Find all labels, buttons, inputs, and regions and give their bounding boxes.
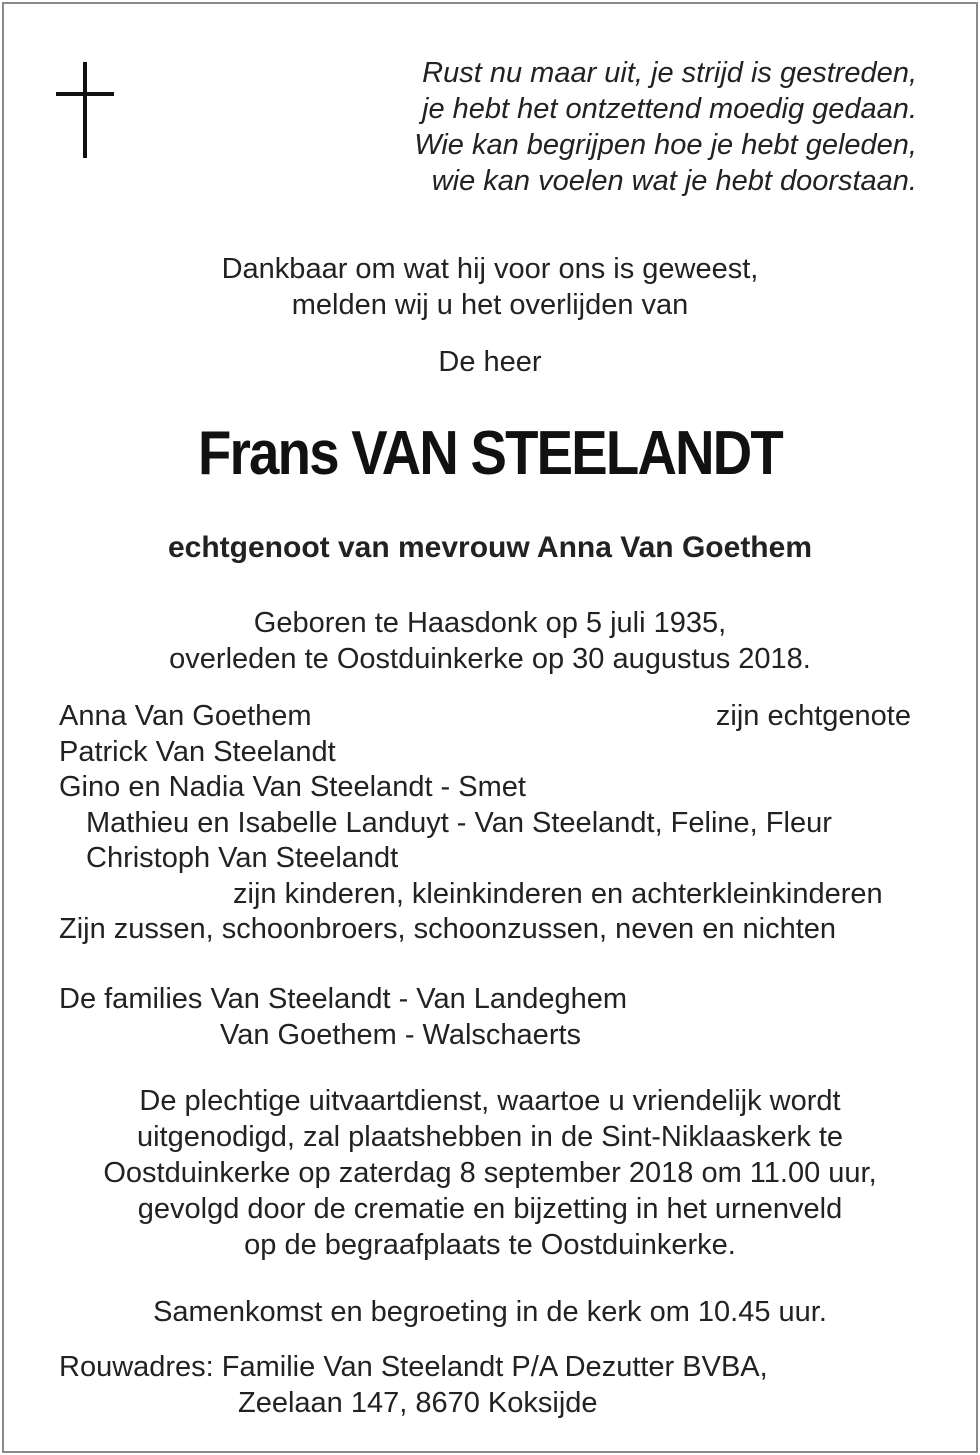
birth-death-dates [0, 605, 980, 677]
funeral-service-text [0, 1083, 980, 1263]
intro-line: Dankbaar om wat hij voor ons is geweest, [221, 253, 759, 285]
children-caption: zijn kinderen, kleinkinderen en achterkleinkinderen [233, 877, 883, 910]
spouse-relation: zijn echtgenote [715, 700, 911, 732]
death-line: overleden te Oostduinkerke op 30 augustus 2018. [169, 643, 811, 675]
birth-line: Geboren te Haasdonk op 5 juli 1935, [253, 607, 727, 639]
service-line: op de begraafplaats te Oostduinkerke. [244, 1229, 736, 1261]
family-row-child: Patrick Van Steelandt [59, 735, 336, 768]
family-list [59, 699, 929, 948]
deceased-name: Frans VAN STEELANDT [198, 419, 782, 488]
cross-vertical-bar [83, 62, 87, 158]
cross-icon [56, 62, 116, 158]
address-line: Rouwadres: Familie Van Steelandt P/A Dezutter BVBA, [59, 1351, 768, 1383]
intro-line: melden wij u het overlijden van [291, 289, 689, 321]
families-line: De families Van Steelandt - Van Landeghem [59, 983, 627, 1015]
families-line: Van Goethem - Walschaerts [220, 1019, 582, 1051]
family-row-child: Gino en Nadia Van Steelandt - Smet [59, 771, 526, 803]
poem-line: wie kan voelen wat je hebt doorstaan. [431, 165, 917, 197]
service-line: uitgenodigd, zal plaatshebben in de Sint-Niklaaskerk te [136, 1121, 844, 1153]
meeting-info: Samenkomst en begroeting in de kerk om 10.45 uur. [153, 1296, 827, 1328]
address-line: Zeelaan 147, 8670 Koksijde [238, 1387, 598, 1419]
service-line: gevolgd door de crematie en bijzetting in het urnenveld [137, 1193, 843, 1225]
service-line: De plechtige uitvaartdienst, waartoe u vriendelijk wordt [139, 1085, 841, 1117]
service-line: Oostduinkerke op zaterdag 8 september 2018 om 11.00 uur, [103, 1157, 877, 1189]
poem-line: je hebt het ontzettend moedig gedaan. [422, 93, 917, 125]
mourning-address [59, 1349, 768, 1421]
spouse-name: Anna Van Goethem [59, 700, 312, 732]
salutation: De heer [438, 346, 542, 378]
poem [414, 55, 917, 199]
poem-line: Rust nu maar uit, je strijd is gestreden, [422, 57, 917, 89]
poem-line: Wie kan begrijpen hoe je hebt geleden, [414, 129, 917, 161]
siblings-line: Zijn zussen, schoonbroers, schoonzussen, neven en nichten [59, 913, 837, 945]
family-row-spouse [59, 699, 929, 735]
announcement-intro [0, 251, 980, 323]
cross-horizontal-bar [56, 92, 114, 96]
family-row-grandchild: Mathieu en Isabelle Landuyt - Van Steelandt, Feline, Fleur [86, 806, 832, 839]
families-block [59, 981, 627, 1053]
family-row-grandchild: Christoph Van Steelandt [86, 842, 399, 874]
spouse-line: echtgenoot van mevrouw Anna Van Goethem [167, 531, 812, 564]
